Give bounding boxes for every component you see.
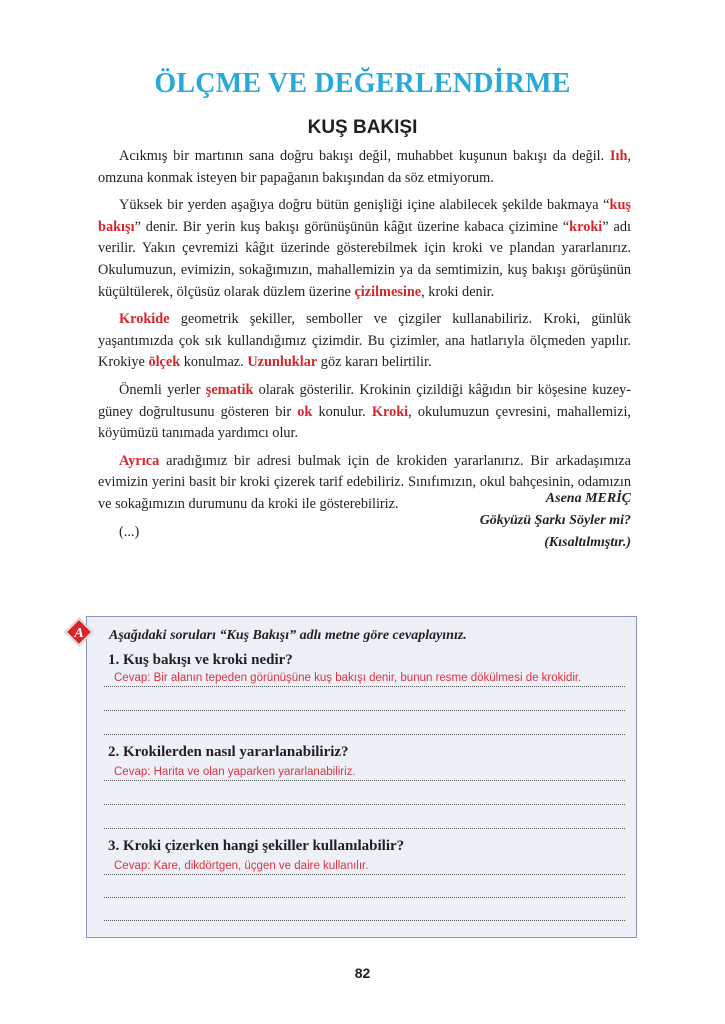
- highlighted-term: kroki: [569, 218, 603, 235]
- answer-line[interactable]: [104, 686, 625, 687]
- highlighted-term: kuş bakışı: [98, 197, 631, 235]
- book-title: Gökyüzü Şarkı Söyler mi?: [479, 513, 631, 528]
- highlighted-term: Ayrıca: [119, 452, 160, 469]
- highlighted-term: Uzunluklar: [247, 354, 318, 371]
- answer-line[interactable]: [104, 710, 625, 711]
- text-run: ” adı verilir. Yakın çevremizi kâğıt üzerinde gösterebilmek için kroki ve plandan yararlanırız. Okulumuzun, evimizin, sokağımızın, mahallemizin ya da semtimizin, kuş bakışı görüşünün küçültülerek, ölçüsüz olarak düzlem üzerine: [98, 218, 631, 300]
- highlighted-term: Iıh: [609, 148, 628, 164]
- text-run: Önemli yerler: [119, 381, 206, 398]
- highlighted-term: şematik: [205, 381, 254, 398]
- answer-line[interactable]: [104, 874, 625, 875]
- paragraph: [98, 195, 631, 303]
- answer-line[interactable]: [104, 920, 625, 921]
- answer-1[interactable]: Cevap: Bir alanın tepeden görünüşüne kuş bakışı denir, bunun resme dökülmesi de krokidir.: [114, 672, 582, 684]
- paragraph: [98, 380, 631, 445]
- answer-line[interactable]: [104, 734, 625, 735]
- text-run: geometrik şekiller, semboller ve çizgiler kullanabiliriz. Kroki, günlük yaşantımızda çok sık kullandığımız çizimdir. Bu çizimler, ana hatlarıyla ölçmeden yapılır. Krokiye: [98, 311, 631, 371]
- text-run: aradığımız bir adresi bulmak için de krokiden yararlanırız. Bir arkadaşımıza evimizin yerini basit bir kroki çizerek tarif edebiliriz. Sınıfımızın, okul bahçesinin, odamızın ve sokağımızın durumunu da kroki ile gösterebiliriz.: [98, 452, 631, 512]
- question-1: 1. Kuş bakışı ve kroki nedir?: [108, 652, 293, 668]
- paragraph: [98, 309, 631, 374]
- highlighted-term: çizilmesine: [354, 283, 422, 300]
- answer-2[interactable]: Cevap: Harita ve olan yaparken yararlanabiliriz.: [114, 766, 356, 778]
- text-run: , okulumuzun çevresini, mahallemizi, köyümüzü tanımada yardımcı olur.: [98, 403, 632, 442]
- highlighted-term: Kroki: [371, 403, 409, 420]
- source-citation: [480, 488, 631, 554]
- highlighted-term: ölçek: [148, 354, 181, 371]
- text-run: Acıkmış bir martının sana doğru bakışı değil, muhabbet kuşunun bakışı da değil.: [119, 148, 610, 164]
- answer-3[interactable]: Cevap: Kare, dikdörtgen, üçgen ve daire kullanılır.: [114, 860, 369, 872]
- text-run: , kroki denir.: [421, 283, 495, 300]
- question-2: 2. Krokilerden nasıl yararlanabiliriz?: [108, 744, 349, 760]
- answer-line[interactable]: [104, 828, 625, 829]
- svg-text:A: A: [74, 626, 84, 641]
- activity-badge-icon: [64, 617, 94, 647]
- answer-line[interactable]: [104, 804, 625, 805]
- abridged-note: (Kısaltılmıştır.): [544, 535, 631, 550]
- author: Asena MERİÇ: [545, 491, 631, 506]
- text-run: göz kararı belirtilir.: [317, 354, 432, 371]
- text-run: ” denir. Bir yerin kuş bakışı görünüşünün kâğıt üzerine kabaca çizimine “: [134, 218, 570, 235]
- paragraph: [98, 146, 631, 189]
- question-3: 3. Kroki çizerken hangi şekiller kullanılabilir?: [108, 838, 405, 854]
- ellipsis: (...): [119, 523, 140, 540]
- text-run: konulmaz.: [180, 354, 248, 371]
- text-run: konulur.: [312, 403, 372, 420]
- reading-title: KUŞ BAKIŞI: [307, 117, 418, 138]
- activity-instruction: Aşağıdaki soruları “Kuş Bakışı” adlı metne göre cevaplayınız.: [109, 628, 467, 643]
- highlighted-term: ok: [297, 403, 313, 420]
- page-number: 82: [354, 965, 371, 981]
- highlighted-term: Krokide: [119, 311, 170, 328]
- text-run: , omzuna konmak isteyen bir papağanın bakışından da söz etmiyorum.: [98, 148, 631, 186]
- text-run: olarak gösterilir. Krokinin çizildiği kâğıdın bir köşesine kuzey-güney doğrultusunu gösteren bir: [98, 381, 631, 420]
- text-run: Yüksek bir yerden aşağıya doğru bütün genişliği içine alabilecek şekilde bakmaya “: [119, 197, 610, 214]
- section-title: ÖLÇME VE DEĞERLENDİRME: [154, 68, 571, 99]
- answer-line[interactable]: [104, 780, 625, 781]
- answer-line[interactable]: [104, 897, 625, 898]
